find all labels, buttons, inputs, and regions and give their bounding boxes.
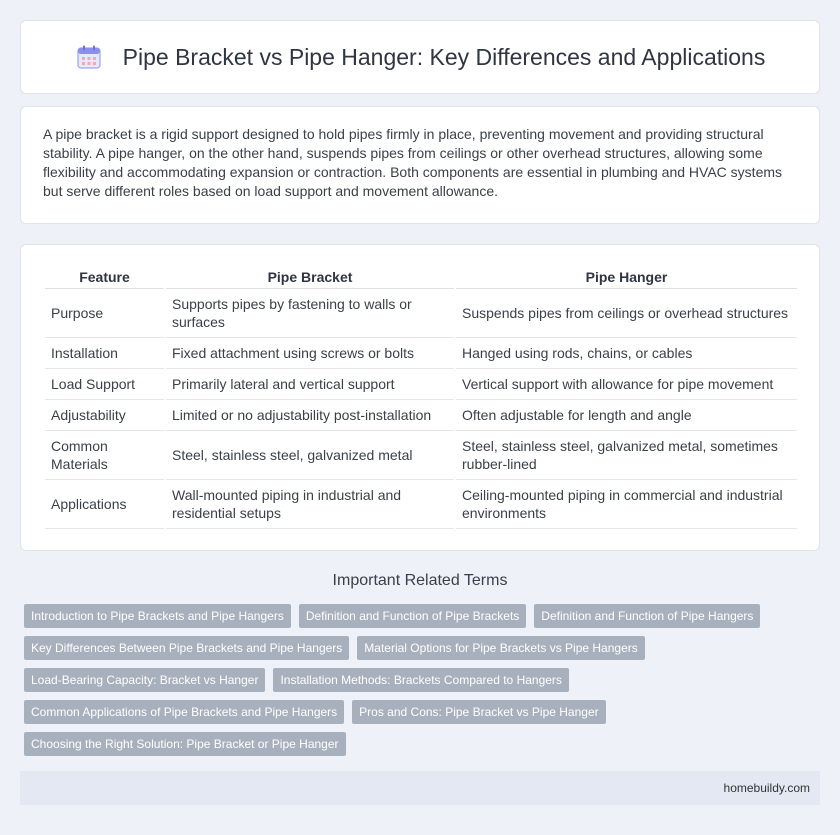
table-cell-hanger: Ceiling-mounted piping in commercial and industrial environments xyxy=(456,480,797,529)
table-cell-feature: Load Support xyxy=(45,369,164,400)
table-cell-feature: Applications xyxy=(45,480,164,529)
related-term-tag[interactable]: Definition and Function of Pipe Hangers xyxy=(534,604,760,628)
related-term-tag[interactable]: Installation Methods: Brackets Compared to Hangers xyxy=(273,668,568,692)
calendar-icon xyxy=(75,43,103,71)
table-row xyxy=(45,400,797,431)
table-cell-hanger: Hanged using rods, chains, or cables xyxy=(456,338,797,369)
intro-card xyxy=(20,106,820,224)
table-row xyxy=(45,338,797,369)
table-row xyxy=(45,289,797,338)
table-row xyxy=(45,369,797,400)
table-cell-bracket: Limited or no adjustability post-installation xyxy=(166,400,454,431)
related-term-tag[interactable]: Common Applications of Pipe Brackets and Pipe Hangers xyxy=(24,700,344,724)
related-term-tag[interactable]: Pros and Cons: Pipe Bracket vs Pipe Hanger xyxy=(352,700,605,724)
table-cell-feature: Purpose xyxy=(45,289,164,338)
related-term-tag[interactable]: Introduction to Pipe Brackets and Pipe Hangers xyxy=(24,604,291,628)
table-cell-bracket: Wall-mounted piping in industrial and residential setups xyxy=(166,480,454,529)
intro-text: A pipe bracket is a rigid support designed to hold pipes firmly in place, preventing movement and providing structural stability. A pipe hanger, on the other hand, suspends pipes from ceilings or other overhead structures, allowing some flexibility and accommodating expansion or contraction. Both components are essential in plumbing and HVAC systems but serve different roles based on load support and movement allowance. xyxy=(43,126,783,199)
table-cell-bracket: Supports pipes by fastening to walls or surfaces xyxy=(166,289,454,338)
related-term-tag[interactable]: Choosing the Right Solution: Pipe Bracket or Pipe Hanger xyxy=(24,732,346,756)
header-pipe-bracket: Pipe Bracket xyxy=(166,265,454,289)
related-term-tag[interactable]: Definition and Function of Pipe Brackets xyxy=(299,604,526,628)
page-title: Pipe Bracket vs Pipe Hanger: Key Differences and Applications xyxy=(122,43,766,70)
related-term-tag[interactable]: Key Differences Between Pipe Brackets and Pipe Hangers xyxy=(24,636,349,660)
related-term-tag[interactable]: Material Options for Pipe Brackets vs Pipe Hangers xyxy=(357,636,644,660)
table-row xyxy=(45,431,797,480)
table-cell-feature: Installation xyxy=(45,338,164,369)
footer xyxy=(20,771,820,805)
header-pipe-hanger: Pipe Hanger xyxy=(456,265,797,289)
table-cell-bracket: Primarily lateral and vertical support xyxy=(166,369,454,400)
table-cell-hanger: Often adjustable for length and angle xyxy=(456,400,797,431)
header-feature: Feature xyxy=(45,265,164,289)
table-header-row xyxy=(45,265,797,289)
table-cell-feature: Common Materials xyxy=(45,431,164,480)
related-term-tag[interactable]: Load-Bearing Capacity: Bracket vs Hanger xyxy=(24,668,265,692)
related-terms-list xyxy=(24,604,816,764)
comparison-card xyxy=(20,244,820,551)
table-cell-hanger: Steel, stainless steel, galvanized metal, sometimes rubber-lined xyxy=(456,431,797,480)
header-card xyxy=(20,20,820,94)
table-cell-bracket: Fixed attachment using screws or bolts xyxy=(166,338,454,369)
table-cell-bracket: Steel, stainless steel, galvanized metal xyxy=(166,431,454,480)
table-cell-hanger: Suspends pipes from ceilings or overhead structures xyxy=(456,289,797,338)
table-row xyxy=(45,480,797,529)
comparison-table xyxy=(43,265,799,529)
related-terms-title: Important Related Terms xyxy=(332,572,508,589)
footer-site-link[interactable]: homebuildy.com xyxy=(723,781,810,795)
table-cell-hanger: Vertical support with allowance for pipe movement xyxy=(456,369,797,400)
table-cell-feature: Adjustability xyxy=(45,400,164,431)
